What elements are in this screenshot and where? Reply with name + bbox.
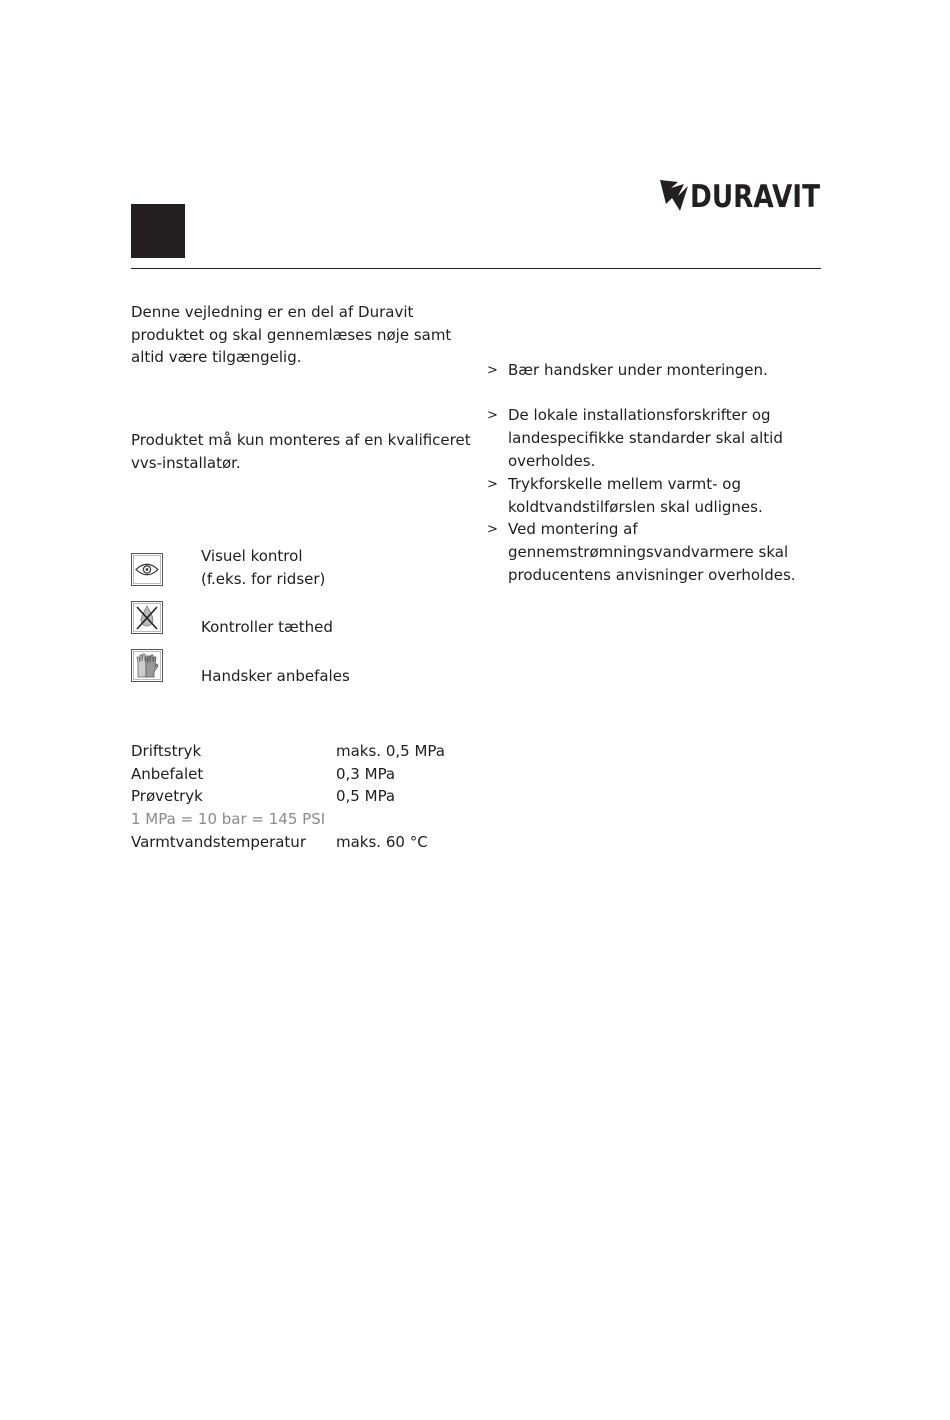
- spec-label: Varmtvandstemperatur: [131, 833, 306, 851]
- qualification-paragraph: [131, 429, 491, 474]
- symbol-visual-check-line-2: (f.eks. for ridser): [201, 570, 326, 588]
- symbol-visual-check-line-1: Visuel kontrol: [201, 547, 303, 565]
- intro-paragraph: [131, 301, 471, 369]
- intro-line-1: Denne vejledning er en del af Duravit: [131, 303, 414, 321]
- bullet-line: Ved montering af: [508, 520, 638, 538]
- safety-bullet: [487, 359, 817, 382]
- symbol-leak-check-label: Kontroller tæthed: [201, 618, 333, 636]
- bullet-line: gennemstrømningsvandvarmere skal: [508, 543, 789, 561]
- header-divider: [131, 268, 821, 269]
- qualification-line-2: vvs-installatør.: [131, 453, 241, 472]
- qualification-line-1: Produktet må kun monteres af en kvalificeret: [131, 431, 471, 449]
- safety-bullet: [487, 473, 817, 519]
- logo-wordmark: DURAVIT: [690, 179, 820, 215]
- spec-value: 0,5 MPa: [336, 787, 396, 805]
- leak-test-icon: [131, 601, 163, 634]
- spec-label: Prøvetryk: [131, 787, 203, 805]
- bullet-line: producentens anvisninger overholdes.: [508, 566, 796, 584]
- intro-line-2: produktet og skal gennemlæses nøje samt: [131, 325, 452, 344]
- spec-label: Driftstryk: [131, 742, 202, 760]
- bullet-line: koldtvandstilførslen skal udlignes.: [508, 498, 763, 516]
- bullet-marker: >: [487, 408, 498, 423]
- spec-conversion-note: [131, 808, 511, 831]
- spec-value: 0,3 MPa: [336, 765, 396, 783]
- bullet-line: landespecifikke standarder skal altid: [508, 429, 783, 447]
- symbol-gloves-label: Handsker anbefales: [201, 667, 350, 685]
- bullet-line: Bær handsker under monteringen.: [508, 361, 768, 379]
- bullet-marker: >: [487, 363, 498, 378]
- spec-row: [131, 831, 511, 854]
- spec-label: Anbefalet: [131, 765, 204, 783]
- intro-line-3: altid være tilgængelig.: [131, 348, 302, 366]
- eye-icon: [131, 553, 163, 586]
- spec-row: [131, 740, 511, 763]
- spec-row: [131, 763, 511, 786]
- safety-bullet: [487, 404, 817, 473]
- bullet-marker: >: [487, 477, 498, 492]
- bullet-line: De lokale installationsforskrifter og: [508, 406, 771, 424]
- spec-row: [131, 785, 511, 808]
- gloves-icon: [131, 649, 163, 682]
- bullet-marker: >: [487, 522, 498, 537]
- bullet-line: Trykforskelle mellem varmt- og: [508, 475, 741, 493]
- safety-bullet: [487, 518, 817, 587]
- spec-value: maks. 0,5 MPa: [336, 742, 445, 760]
- duravit-logo: [658, 176, 822, 214]
- spec-note-text: 1 MPa = 10 bar = 145 PSI: [131, 810, 326, 828]
- bullet-line: overholdes.: [508, 452, 596, 470]
- symbol-visual-check-label: [201, 545, 325, 591]
- language-marker-block: [131, 204, 185, 258]
- spec-value: maks. 60 °C: [336, 833, 428, 851]
